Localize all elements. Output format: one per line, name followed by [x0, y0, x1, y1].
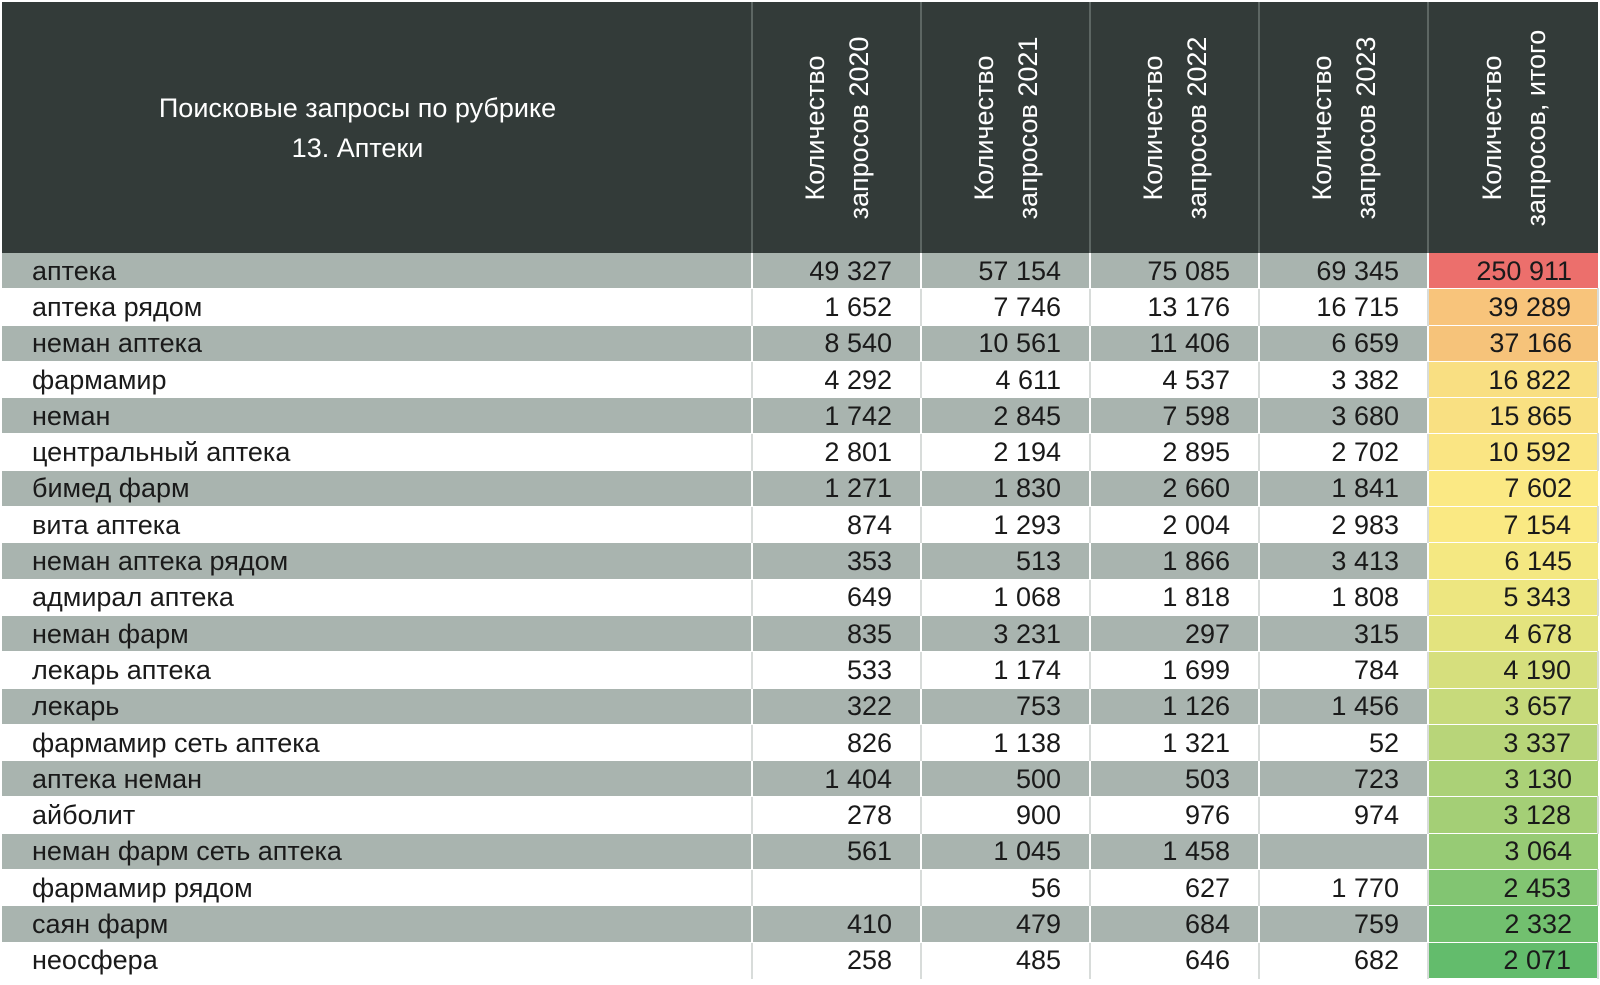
- query-cell: неосфера: [2, 942, 752, 978]
- value-2022-cell: 11 406: [1090, 325, 1259, 361]
- value-2023-cell: 1 770: [1259, 870, 1428, 906]
- value-2020-cell: 826: [752, 724, 921, 760]
- value-2022-cell: 1 458: [1090, 833, 1259, 869]
- value-2021-cell: 2 845: [921, 398, 1090, 434]
- total-cell: 3 130: [1428, 761, 1598, 797]
- value-2022-cell: 503: [1090, 761, 1259, 797]
- total-cell: 7 602: [1428, 470, 1598, 506]
- value-2023-cell: 1 841: [1259, 470, 1428, 506]
- table-row: [2, 688, 1598, 724]
- total-cell: 2 332: [1428, 906, 1598, 942]
- value-2020-cell: 835: [752, 615, 921, 651]
- query-cell: айболит: [2, 797, 752, 833]
- query-cell: аптека неман: [2, 761, 752, 797]
- value-2020-cell: 353: [752, 543, 921, 579]
- query-cell: фармамир: [2, 361, 752, 397]
- table-title-line-2: 13. Аптеки: [291, 132, 424, 163]
- total-cell: 250 911: [1428, 253, 1598, 289]
- value-2022-cell: 1 818: [1090, 579, 1259, 615]
- value-2022-cell: 1 321: [1090, 724, 1259, 760]
- table-row: [2, 724, 1598, 760]
- column-header-2022-label: Количество запросов 2022: [1137, 36, 1212, 219]
- column-header-2021: [921, 2, 1090, 253]
- value-2020-cell: 322: [752, 688, 921, 724]
- value-2020-cell: 1 271: [752, 470, 921, 506]
- value-2021-cell: 1 293: [921, 507, 1090, 543]
- value-2020-cell: 1 404: [752, 761, 921, 797]
- value-2020-cell: 2 801: [752, 434, 921, 470]
- value-2023-cell: 69 345: [1259, 253, 1428, 289]
- value-2023-cell: 784: [1259, 652, 1428, 688]
- value-2023-cell: 1 808: [1259, 579, 1428, 615]
- query-cell: неман фарм сеть аптека: [2, 833, 752, 869]
- column-header-total-label: Количество запросов, итого: [1476, 29, 1551, 226]
- total-cell: 5 343: [1428, 579, 1598, 615]
- total-cell: 15 865: [1428, 398, 1598, 434]
- value-2021-cell: 500: [921, 761, 1090, 797]
- value-2020-cell: 561: [752, 833, 921, 869]
- value-2021-cell: 10 561: [921, 325, 1090, 361]
- value-2020-cell: 4 292: [752, 361, 921, 397]
- value-2022-cell: 297: [1090, 615, 1259, 651]
- query-cell: неман аптека: [2, 325, 752, 361]
- value-2023-cell: 2 702: [1259, 434, 1428, 470]
- query-cell: неман: [2, 398, 752, 434]
- total-cell: 7 154: [1428, 507, 1598, 543]
- total-cell: 10 592: [1428, 434, 1598, 470]
- value-2020-cell: 410: [752, 906, 921, 942]
- value-2021-cell: 2 194: [921, 434, 1090, 470]
- column-header-total: [1428, 2, 1598, 253]
- value-2022-cell: 976: [1090, 797, 1259, 833]
- table-row: [2, 361, 1598, 397]
- value-2023-cell: 3 382: [1259, 361, 1428, 397]
- value-2023-cell: 2 983: [1259, 507, 1428, 543]
- value-2023-cell: 3 680: [1259, 398, 1428, 434]
- value-2022-cell: 684: [1090, 906, 1259, 942]
- table-row: [2, 906, 1598, 942]
- value-2023-cell: 16 715: [1259, 289, 1428, 325]
- value-2022-cell: 7 598: [1090, 398, 1259, 434]
- table-row: [2, 289, 1598, 325]
- value-2023-cell: 6 659: [1259, 325, 1428, 361]
- value-2021-cell: 1 830: [921, 470, 1090, 506]
- value-2020-cell: 874: [752, 507, 921, 543]
- query-cell: лекарь: [2, 688, 752, 724]
- value-2022-cell: 1 126: [1090, 688, 1259, 724]
- query-cell: фармамир рядом: [2, 870, 752, 906]
- total-cell: 4 190: [1428, 652, 1598, 688]
- value-2023-cell: 723: [1259, 761, 1428, 797]
- table-row: [2, 253, 1598, 289]
- value-2021-cell: 1 068: [921, 579, 1090, 615]
- column-header-2020: [752, 2, 921, 253]
- value-2021-cell: 1 045: [921, 833, 1090, 869]
- value-2023-cell: [1259, 833, 1428, 869]
- value-2021-cell: 3 231: [921, 615, 1090, 651]
- total-cell: 16 822: [1428, 361, 1598, 397]
- value-2022-cell: 13 176: [1090, 289, 1259, 325]
- total-cell: 3 657: [1428, 688, 1598, 724]
- column-header-2021-label: Количество запросов 2021: [968, 36, 1043, 219]
- table-row: [2, 398, 1598, 434]
- value-2023-cell: 759: [1259, 906, 1428, 942]
- table-row: [2, 434, 1598, 470]
- column-header-2023-label: Количество запросов 2023: [1306, 36, 1381, 219]
- value-2022-cell: 75 085: [1090, 253, 1259, 289]
- value-2021-cell: 1 174: [921, 652, 1090, 688]
- table-row: [2, 579, 1598, 615]
- value-2020-cell: 533: [752, 652, 921, 688]
- query-cell: центральный аптека: [2, 434, 752, 470]
- value-2021-cell: 4 611: [921, 361, 1090, 397]
- value-2023-cell: 52: [1259, 724, 1428, 760]
- query-cell: неман фарм: [2, 615, 752, 651]
- header-row: [2, 2, 1598, 253]
- value-2020-cell: 1 742: [752, 398, 921, 434]
- total-cell: 4 678: [1428, 615, 1598, 651]
- value-2020-cell: 649: [752, 579, 921, 615]
- value-2020-cell: 8 540: [752, 325, 921, 361]
- value-2020-cell: [752, 870, 921, 906]
- value-2020-cell: 49 327: [752, 253, 921, 289]
- table-row: [2, 470, 1598, 506]
- table-row: [2, 761, 1598, 797]
- value-2022-cell: 4 537: [1090, 361, 1259, 397]
- table-row: [2, 543, 1598, 579]
- value-2022-cell: 2 004: [1090, 507, 1259, 543]
- table-row: [2, 870, 1598, 906]
- value-2021-cell: 57 154: [921, 253, 1090, 289]
- query-cell: саян фарм: [2, 906, 752, 942]
- table-row: [2, 507, 1598, 543]
- column-header-2022: [1090, 2, 1259, 253]
- value-2023-cell: 974: [1259, 797, 1428, 833]
- table-body: [2, 253, 1598, 978]
- table-row: [2, 797, 1598, 833]
- value-2021-cell: 513: [921, 543, 1090, 579]
- query-cell: аптека: [2, 253, 752, 289]
- value-2021-cell: 900: [921, 797, 1090, 833]
- column-header-2020-label: Количество запросов 2020: [799, 36, 874, 219]
- value-2020-cell: 1 652: [752, 289, 921, 325]
- query-cell: вита аптека: [2, 507, 752, 543]
- value-2023-cell: 1 456: [1259, 688, 1428, 724]
- query-cell: неман аптека рядом: [2, 543, 752, 579]
- total-cell: 37 166: [1428, 325, 1598, 361]
- search-queries-table: [2, 2, 1599, 979]
- search-queries-table-frame: [2, 2, 1598, 983]
- value-2021-cell: 479: [921, 906, 1090, 942]
- value-2021-cell: 1 138: [921, 724, 1090, 760]
- total-cell: 3 064: [1428, 833, 1598, 869]
- value-2020-cell: 278: [752, 797, 921, 833]
- table-row: [2, 615, 1598, 651]
- table-title-line-1: Поисковые запросы по рубрике: [158, 92, 557, 123]
- total-cell: 2 453: [1428, 870, 1598, 906]
- value-2023-cell: 682: [1259, 942, 1428, 978]
- value-2022-cell: 646: [1090, 942, 1259, 978]
- total-cell: 39 289: [1428, 289, 1598, 325]
- value-2022-cell: 627: [1090, 870, 1259, 906]
- value-2022-cell: 1 866: [1090, 543, 1259, 579]
- value-2022-cell: 2 895: [1090, 434, 1259, 470]
- value-2021-cell: 485: [921, 942, 1090, 978]
- query-cell: лекарь аптека: [2, 652, 752, 688]
- value-2023-cell: 3 413: [1259, 543, 1428, 579]
- column-header-2023: [1259, 2, 1428, 253]
- query-cell: фармамир сеть аптека: [2, 724, 752, 760]
- value-2022-cell: 1 699: [1090, 652, 1259, 688]
- query-cell: бимед фарм: [2, 470, 752, 506]
- table-row: [2, 942, 1598, 978]
- table-row: [2, 325, 1598, 361]
- query-cell: адмирал аптека: [2, 579, 752, 615]
- value-2020-cell: 258: [752, 942, 921, 978]
- table-title: [2, 2, 752, 253]
- total-cell: 6 145: [1428, 543, 1598, 579]
- table-row: [2, 652, 1598, 688]
- value-2023-cell: 315: [1259, 615, 1428, 651]
- value-2022-cell: 2 660: [1090, 470, 1259, 506]
- total-cell: 3 128: [1428, 797, 1598, 833]
- value-2021-cell: 56: [921, 870, 1090, 906]
- value-2021-cell: 7 746: [921, 289, 1090, 325]
- table-row: [2, 833, 1598, 869]
- total-cell: 3 337: [1428, 724, 1598, 760]
- query-cell: аптека рядом: [2, 289, 752, 325]
- value-2021-cell: 753: [921, 688, 1090, 724]
- total-cell: 2 071: [1428, 942, 1598, 978]
